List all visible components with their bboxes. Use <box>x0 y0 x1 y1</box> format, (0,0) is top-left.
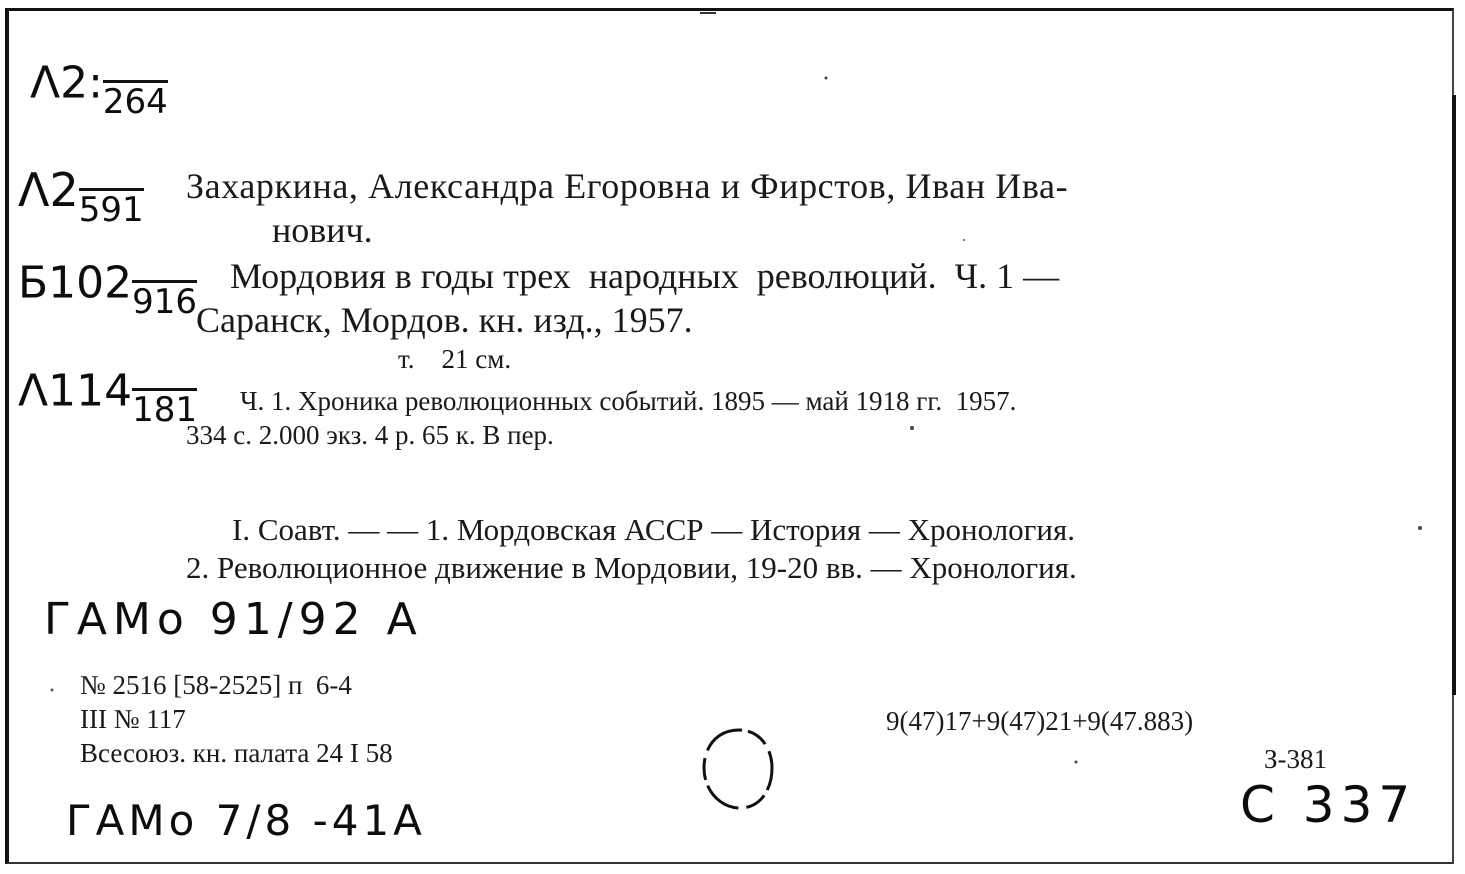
call-mark-prefix: Б102 <box>18 257 133 309</box>
subjects-line-1: I. Соавт. — — 1. Мордовская АССР — История — Хронология. <box>232 512 1075 547</box>
part-line-1: Ч. 1. Хроника революционных событий. 1895 — май 1918 гг. 1957. <box>240 386 1017 416</box>
title-line-2: Саранск, Мордов. кн. изд., 1957. <box>196 300 693 340</box>
footer-line-3: Всесоюз. кн. палата 24 I 58 <box>80 738 393 768</box>
punch-circle <box>694 724 784 814</box>
holdings-note-1: ГАМо 91/92 А <box>44 594 423 645</box>
corner-mark: С 337 <box>1240 776 1417 834</box>
call-mark-2 <box>18 160 144 230</box>
call-mark-denominator: 264 <box>102 82 168 122</box>
subjects-line-2: 2. Революционное движение в Мордовии, 19-20 вв. — Хронология. <box>186 550 1077 585</box>
call-mark-denominator: 181 <box>132 390 197 430</box>
call-mark-denominator: 591 <box>78 190 144 230</box>
call-mark-prefix: Λ2 <box>18 163 79 217</box>
footer-line-2: III № 117 <box>80 704 186 734</box>
call-mark-4 <box>18 360 197 430</box>
card-edge <box>1452 95 1456 695</box>
holdings-note-2: ГАМо 7/8 -41А <box>66 796 426 845</box>
classification-index: 9(47)17+9(47)21+9(47.883) <box>886 706 1194 736</box>
author-line-2: нович. <box>272 210 373 250</box>
footer-line-1: № 2516 [58-2525] п 6-4 <box>80 670 352 700</box>
part-line-2: 334 с. 2.000 экз. 4 р. 65 к. В пер. <box>186 420 554 450</box>
title-line-1: Мордовия в годы трех народных революций. Ч. 1 — <box>230 256 1060 296</box>
call-mark-3 <box>18 252 198 322</box>
extent-line: т. 21 см. <box>398 344 512 374</box>
call-mark-denominator: 916 <box>132 282 198 322</box>
call-mark-1 <box>30 52 168 122</box>
call-mark-prefix: Λ2: <box>30 57 103 109</box>
author-line-1: Захаркина, Александра Егоровна и Фирстов, Иван Ива- <box>186 166 1069 206</box>
author-mark: З-381 <box>1264 744 1328 774</box>
call-mark-prefix: Λ114 <box>18 365 133 417</box>
